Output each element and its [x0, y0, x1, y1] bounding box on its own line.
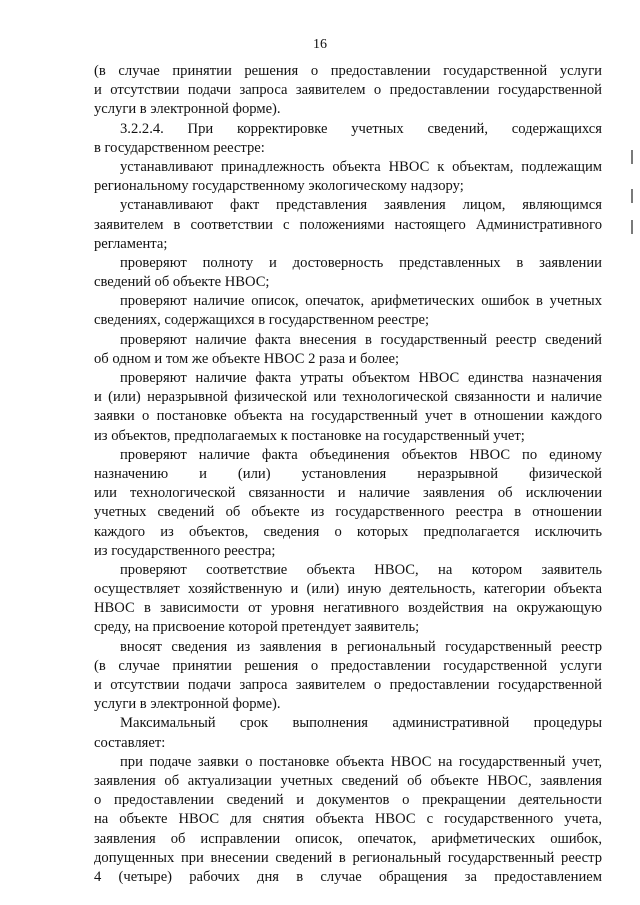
text-line: среду, на присвоение которой претендует заявитель;	[94, 619, 420, 636]
text-line: проверяют соответствие объекта НВОС, на котором заявитель	[120, 561, 602, 578]
text-line: на объекте НВОС для снятия объекта НВОС с государственного учета,	[94, 811, 602, 828]
text-line: проверяют наличие факта объединения объектов НВОС по единому	[120, 446, 602, 463]
text-line: заявителем в соответствии с положениями настоящего Административного	[94, 216, 602, 233]
text-line: учетных сведений об объекте из государственного реестра в отношении	[94, 504, 602, 521]
text-line: об одном и том же объекте НВОС 2 раза и более;	[94, 350, 399, 367]
text-line: устанавливают факт представления заявления лицом, являющимся	[120, 197, 602, 214]
scan-margin-mark	[631, 150, 633, 164]
text-line: в государственном реестре:	[94, 139, 265, 156]
text-line: проверяют полноту и достоверность представленных в заявлении	[120, 254, 602, 271]
text-line: заявки о постановке объекта на государственный учет в отношении каждого	[94, 408, 602, 425]
text-line: и (или) неразрывной физической или технологической связанности и наличие	[94, 389, 602, 406]
text-line: составляет:	[94, 734, 166, 751]
text-line: назначению и (или) установления неразрывной физической	[94, 465, 602, 482]
text-line: проверяют наличие факта внесения в государственный реестр сведений	[120, 331, 602, 348]
text-line: заявления об актуализации учетных сведений об объекте НВОС, заявления	[94, 772, 602, 789]
text-line: НВОС в зависимости от уровня негативного воздействия на окружающую	[94, 600, 602, 617]
body-text	[94, 62, 602, 887]
text-line: сведениях, содержащихся в государственном реестре;	[94, 312, 430, 329]
text-line: или технологической связанности и наличие заявления об исключении	[94, 485, 602, 502]
text-line: осуществляет хозяйственную и (или) иную деятельность, категории объекта	[94, 581, 602, 598]
text-line: каждого из объектов, сведения о которых предполагается исключить	[94, 523, 602, 540]
text-line: (в случае принятии решения о предоставлении государственной услуги	[94, 63, 602, 79]
text-line: регламента;	[94, 235, 168, 252]
text-line: при подаче заявки о постановке объекта НВОС на государственный учет,	[120, 753, 602, 770]
text-line: проверяют наличие описок, опечаток, арифметических ошибок в учетных	[120, 293, 602, 310]
text-line: (в случае принятии решения о предоставлении государственной услуги	[94, 657, 602, 674]
text-line: и отсутствии подачи запроса заявителем о предоставлении государственной	[94, 677, 602, 693]
text-line: 4 (четыре) рабочих дня в случае обращения за предоставлением	[94, 868, 602, 885]
text-line: вносят сведения из заявления в региональный государственный реестр	[120, 638, 602, 655]
text-line: о предоставлении сведений и документов о прекращении деятельности	[94, 792, 602, 809]
text-line: сведений об объекте НВОС;	[94, 274, 270, 291]
text-line: региональному государственному экологическому надзору;	[94, 178, 464, 195]
text-line: устанавливают принадлежность объекта НВОС к объектам, подлежащим	[120, 158, 602, 175]
text-line: допущенных при внесении сведений в региональный государственный реестр	[94, 849, 602, 866]
text-line: и отсутствии подачи запроса заявителем о предоставлении государственной	[94, 82, 602, 99]
text-line: 3.2.2.4. При корректировке учетных сведений, содержащихся	[120, 120, 602, 137]
text-line: проверяют наличие факта утраты объектом НВОС единства назначения	[120, 370, 602, 386]
page-number: 16	[313, 37, 327, 52]
text-line: услуги в электронной форме).	[94, 696, 281, 713]
text-line: из объектов, предполагаемых к постановке на государственный учет;	[94, 427, 525, 444]
text-line: Максимальный срок выполнения административной процедуры	[120, 715, 602, 732]
text-line: услуги в электронной форме).	[94, 101, 281, 118]
scan-margin-mark	[631, 189, 633, 203]
text-line: из государственного реестра;	[94, 542, 276, 559]
scan-margin-mark	[631, 220, 633, 234]
text-line: заявления об исправлении описок, опечаток, арифметических ошибок,	[94, 830, 602, 847]
